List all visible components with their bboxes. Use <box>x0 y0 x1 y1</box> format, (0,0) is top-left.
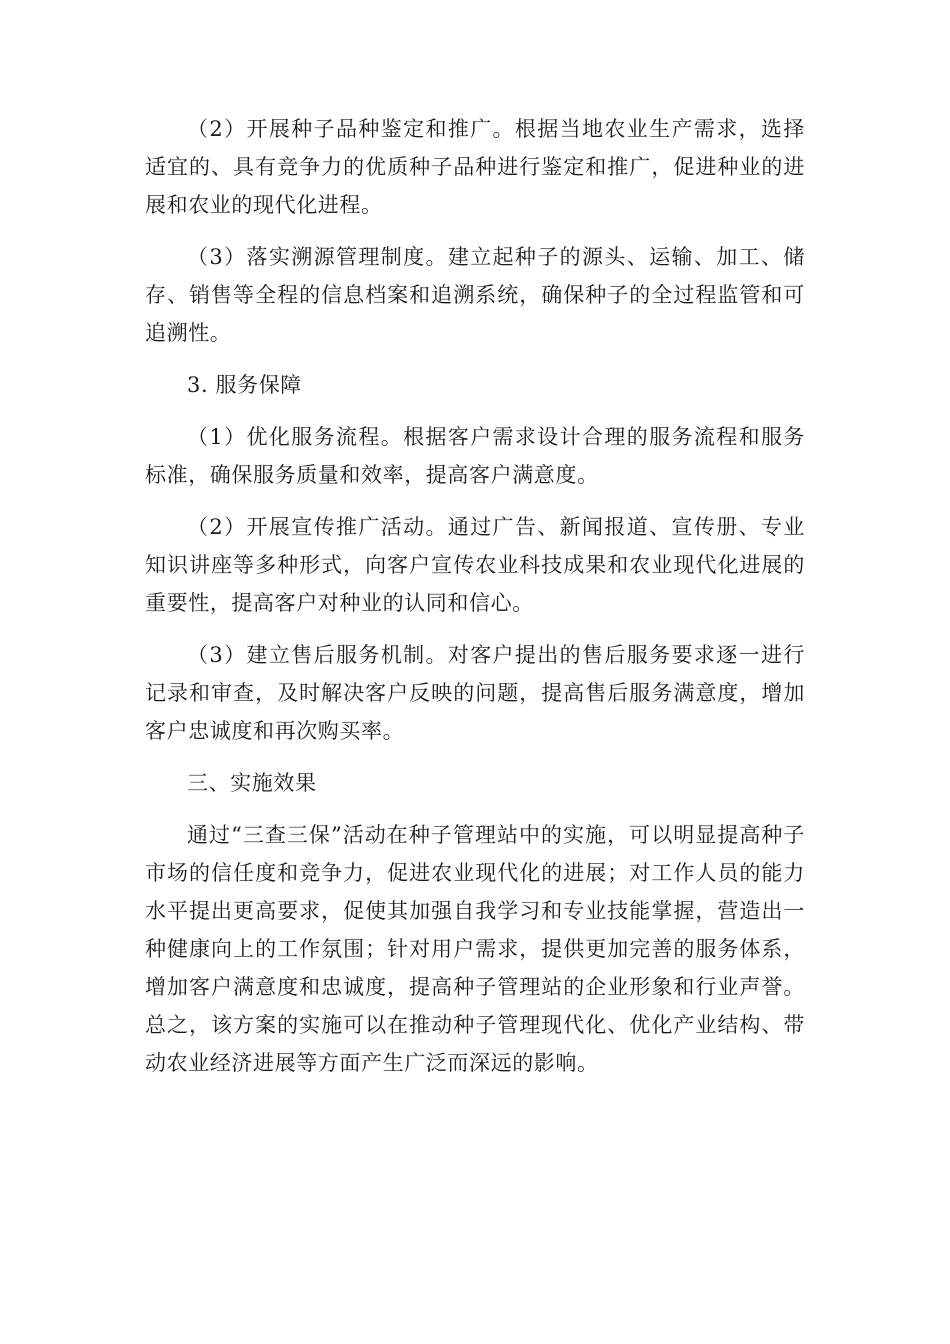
paragraph-seed-variety: （2）开展种子品种鉴定和推广。根据当地农业生产需求，选择适宜的、具有竞争力的优质种子品种进行鉴定和推广，促进种业的进展和农业的现代化进程。 <box>145 117 805 217</box>
section-heading-effects: 三、实施效果 <box>187 771 317 795</box>
paragraph-traceability: （3）落实溯源管理制度。建立起种子的源头、运输、加工、储存、销售等全程的信息档案和追溯系统，确保种子的全过程监管和可追溯性。 <box>145 245 805 345</box>
paragraph-promotion: （2）开展宣传推广活动。通过广告、新闻报道、宣传册、专业知识讲座等多种形式，向客户宣传农业科技成果和农业现代化进展的重要性，提高客户对种业的认同和信心。 <box>145 515 805 615</box>
paragraph-service-process: （1）优化服务流程。根据客户需求设计合理的服务流程和服务标准，确保服务质量和效率，提高客户满意度。 <box>145 425 805 487</box>
section-heading-service: 3. 服务保障 <box>187 373 302 397</box>
document-page <box>145 110 805 1096</box>
paragraph-effects-body: 通过“三查三保”活动在种子管理站中的实施，可以明显提高种子市场的信任度和竞争力，促进农业现代化的进展；对工作人员的能力水平提出更高要求，促使其加强自我学习和专业技能掌握，营造出一种健康向上的工作氛围；针对用户需求，提供更加完善的服务体系，增加客户满意度和忠诚度，提高种子管理站的企业形象和行业声誉。总之，该方案的实施可以在推动种子管理现代化、优化产业结构、带动农业经济进展等方面产生广泛而深远的影响。 <box>145 823 805 1075</box>
paragraph-after-sales: （3）建立售后服务机制。对客户提出的售后服务要求逐一进行记录和审查，及时解决客户反映的问题，提高售后服务满意度，增加客户忠诚度和再次购买率。 <box>145 643 805 743</box>
